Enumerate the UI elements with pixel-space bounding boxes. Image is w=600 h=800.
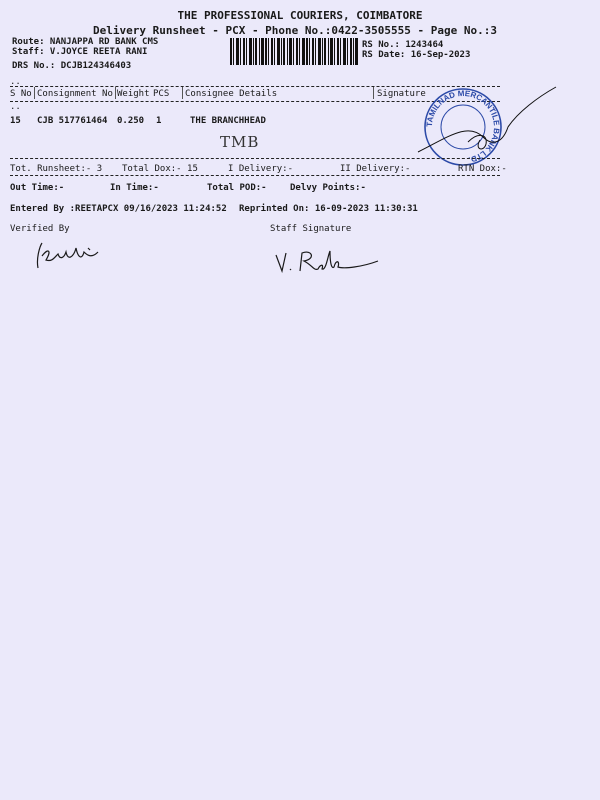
reprinted-on: Reprinted On: 16-09-2023 11:30:31 [239,204,418,214]
row-pcs: 1 [156,116,162,126]
row-sno: 15 [10,116,21,126]
total-dox: Total Dox:- 15 [122,164,198,174]
barcode [230,38,358,65]
company-title: THE PROFESSIONAL COURIERS, COIMBATORE [177,9,423,22]
summary-rule [10,175,500,176]
staff-signature-label: Staff Signature [270,224,352,234]
handwritten-tmb: TMB [220,133,260,151]
column-divider [373,87,374,99]
row-consignment-no: CJB 517761464 [37,116,108,126]
row-consignee: THE BRANCHHEAD [190,116,266,126]
column-divider [34,87,35,99]
column-header-pcs: PCS [153,89,170,99]
tot-runsheet: Tot. Runsheet:- 3 [10,164,103,174]
entered-by: Entered By :REETAPCX 09/16/2023 11:24:52 [10,204,227,214]
table-bottom-rule [10,158,500,159]
rtn-dox: RTN Dox:- [458,164,507,174]
out-time: Out Time:- [10,183,65,193]
column-header-weight: Weight [117,89,150,99]
stamp-text: TAMILNAD MERCANTILE BANK LTD. [424,88,502,165]
row-marks: .. [10,102,21,112]
runsheet-subtitle: Delivery Runsheet - PCX - Phone No.:0422-3505555 - Page No.:3 [93,24,497,37]
verified-by-label: Verified By [10,224,70,234]
total-pod: Total POD:- [207,183,267,193]
table-top-marks: .. [10,77,21,87]
column-header-sno: S No [10,89,32,99]
in-time: In Time:- [110,183,159,193]
delvy-points: Delvy Points:- [290,183,366,193]
verifier-signature [30,238,110,274]
column-divider [115,87,116,99]
column-divider [182,87,183,99]
route-label: Route: NANJAPPA RD BANK CMS [12,37,159,47]
column-header-consignment: Consignment No [37,89,113,99]
column-header-consignee: Consignee Details [185,89,278,99]
column-header-signature: Signature [377,89,426,99]
staff-label: Staff: V.JOYCE REETA RANI [12,47,148,57]
drs-number: DRS No.: DCJB124346403 [12,61,132,71]
i-delivery: I Delivery:- [228,164,294,174]
staff-handwritten-signature [272,245,382,277]
ii-delivery: II Delivery:- [340,164,411,174]
rs-date: RS Date: 16-Sep-2023 [362,50,471,60]
row-weight: 0.250 [117,116,145,126]
rs-number: RS No.: 1243464 [362,40,444,50]
